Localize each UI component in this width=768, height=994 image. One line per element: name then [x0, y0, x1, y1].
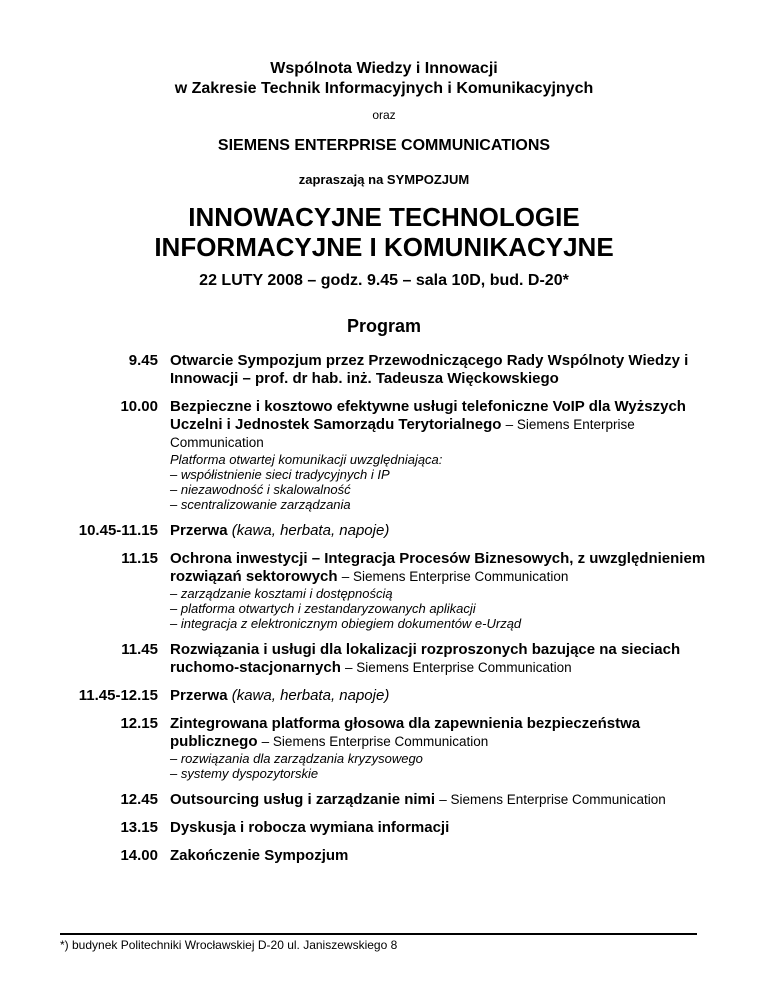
agenda-content — [170, 791, 710, 809]
agenda-item — [0, 791, 768, 809]
agenda-item — [0, 687, 768, 705]
agenda-title: Zintegrowana platforma głosowa dla zapewnienia bezpieczeństwa publicznego — [170, 715, 641, 750]
agenda-content — [170, 715, 710, 781]
agenda-content — [170, 352, 710, 388]
agenda-title: Outsourcing usług i zarządzanie nimi — [170, 791, 436, 808]
agenda-title: Przerwa — [170, 522, 228, 539]
program-heading: Program — [346, 316, 422, 336]
agenda-presenter: – Siemens Enterprise Communication — [439, 792, 666, 807]
agenda-content — [170, 522, 710, 540]
agenda-title: Dyskusja i robocza wymiana informacji — [170, 819, 450, 836]
agenda-detail-line: Platforma otwartej komunikacji uwzględniająca: — [170, 452, 443, 467]
agenda-content — [170, 687, 710, 705]
agenda-presenter: – Siemens Enterprise Communication — [170, 417, 635, 450]
agenda-detail-line: – platforma otwartych i zestandaryzowanych aplikacji — [170, 601, 476, 616]
agenda-title: Otwarcie Sympozjum przez Przewodniczącego Rady Wspólnoty Wiedzy i Innowacji – prof. dr hab. inż. Tadeusza Więckowskiego — [170, 352, 689, 387]
agenda-content — [170, 398, 710, 512]
agenda-list — [0, 352, 768, 875]
agenda-title: Bezpieczne i kosztowo efektywne usługi telefoniczne VoIP dla Wyższych Uczelni i Jednostek Samorządu Terytorialnego — [170, 398, 686, 433]
agenda-presenter: – Siemens Enterprise Communication — [341, 569, 569, 584]
agenda-time: 9.45 — [128, 352, 158, 369]
agenda-detail-line: – niezawodność i skalowalność — [170, 482, 351, 497]
agenda-details — [170, 452, 710, 512]
partner-name: SIEMENS ENTERPRISE COMMUNICATIONS — [217, 137, 551, 154]
organizer-line-2: w Zakresie Technik Informacyjnych i Komunikacyjnych — [174, 80, 594, 97]
agenda-time: 11.45-12.15 — [78, 687, 158, 704]
organizer-line-1: Wspólnota Wiedzy i Innowacji — [270, 60, 498, 77]
footer-divider — [60, 933, 697, 935]
agenda-title: Rozwiązania i usługi dla lokalizacji rozproszonych bazujące na sieciach ruchomo-stacjonarnych — [170, 641, 681, 676]
agenda-time: 10.00 — [120, 398, 158, 415]
agenda-presenter: – Siemens Enterprise Communication — [261, 734, 489, 749]
agenda-time: 14.00 — [120, 847, 158, 864]
agenda-detail-line: – systemy dyspozytorskie — [170, 766, 319, 781]
agenda-time: 11.45 — [121, 641, 158, 658]
agenda-item — [0, 847, 768, 865]
symposium-title-line-1: INNOWACYJNE TECHNOLOGIE — [188, 202, 580, 232]
agenda-content — [170, 819, 710, 837]
symposium-title-line-2: INFORMACYJNE I KOMUNIKACYJNE — [154, 232, 614, 262]
agenda-detail-line: – współistnienie sieci tradycyjnych i IP — [170, 467, 390, 482]
footer-note: *) budynek Politechniki Wrocławskiej D-20 ul. Janiszewskiego 8 — [60, 938, 398, 952]
agenda-details — [170, 751, 710, 781]
agenda-detail-line: – zarządzanie kosztami i dostępnością — [170, 586, 393, 601]
agenda-title: Ochrona inwestycji – Integracja Procesów Biznesowych, z uwzględnieniem rozwiązań sektorowych — [170, 550, 706, 585]
agenda-item — [0, 641, 768, 677]
agenda-detail-line: – rozwiązania dla zarządzania kryzysowego — [170, 751, 423, 766]
agenda-item — [0, 522, 768, 540]
agenda-item — [0, 550, 768, 631]
agenda-time: 12.15 — [120, 715, 158, 732]
agenda-detail-line: – scentralizowanie zarządzania — [170, 497, 351, 512]
agenda-time: 12.45 — [120, 791, 158, 808]
agenda-time: 13.15 — [120, 819, 158, 836]
agenda-item — [0, 819, 768, 837]
agenda-item — [0, 715, 768, 781]
agenda-details — [170, 586, 710, 631]
agenda-content — [170, 641, 710, 677]
agenda-title: Zakończenie Sympozjum — [170, 847, 349, 864]
and-text: oraz — [372, 108, 396, 122]
break-detail: (kawa, herbata, napoje) — [231, 522, 390, 539]
invitation-text: zapraszają na SYMPOZJUM — [298, 172, 470, 187]
agenda-presenter: – Siemens Enterprise Communication — [345, 660, 572, 675]
agenda-item — [0, 352, 768, 388]
agenda-content — [170, 847, 710, 865]
agenda-item — [0, 398, 768, 512]
agenda-time: 10.45-11.15 — [78, 522, 158, 539]
agenda-detail-line: – integracja z elektronicznym obiegiem dokumentów e-Urząd — [170, 616, 522, 631]
agenda-title: Przerwa — [170, 687, 228, 704]
agenda-content — [170, 550, 710, 631]
event-date-location: 22 LUTY 2008 – godz. 9.45 – sala 10D, bud. D-20* — [199, 272, 569, 289]
break-detail: (kawa, herbata, napoje) — [231, 687, 390, 704]
agenda-time: 11.15 — [121, 550, 158, 567]
